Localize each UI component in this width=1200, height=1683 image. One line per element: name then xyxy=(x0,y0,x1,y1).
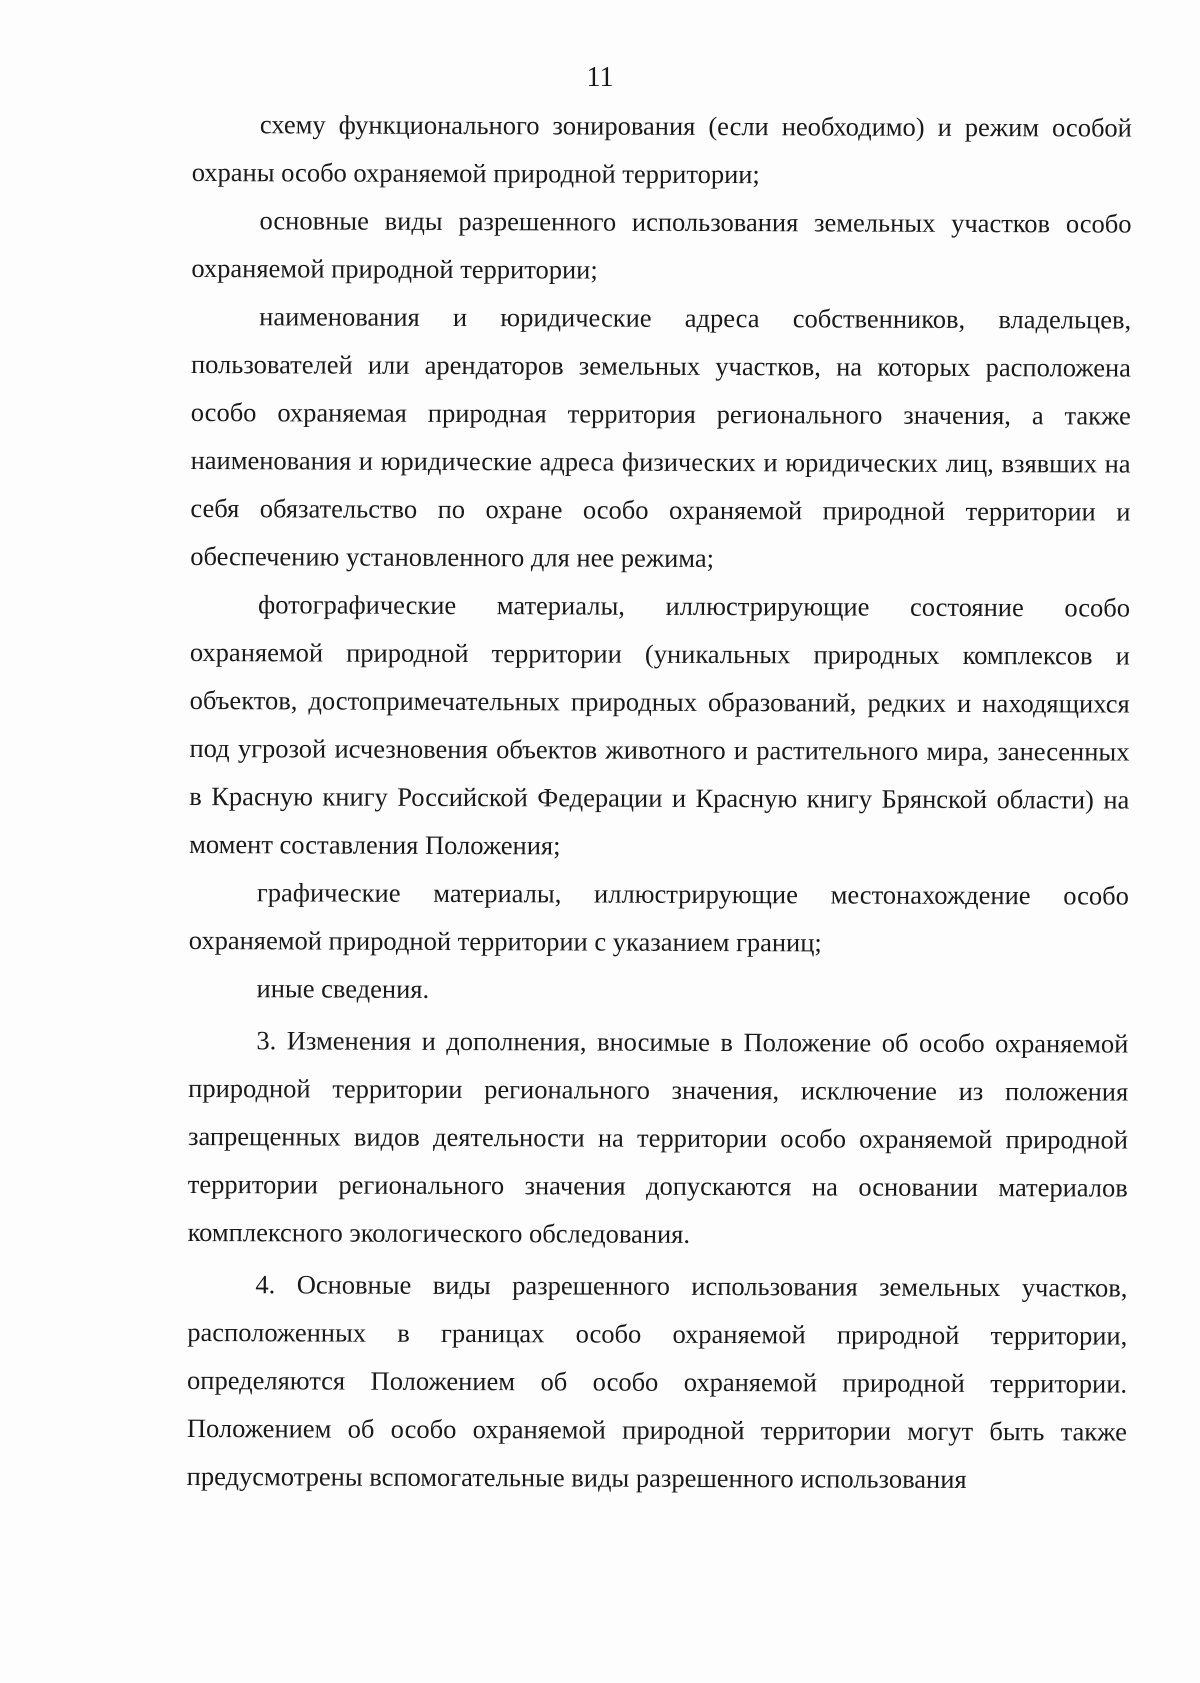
paragraph-item-3: 3. Изменения и дополнения, вносимые в Положение об особо охраняемой природной территории регионального значения, исключение из положения запрещенных видов деятельности на территории особо охраняемой природной территории регионального значения допускаются на основании материалов комплексного экологического обследования. xyxy=(187,1025,1129,1249)
paragraph-owners-addresses: наименования и юридические адреса собственников, владельцев, пользователей или арендаторов земельных участков, на которых расположена особо охраняемая природная территория регионального значения, а также наименования и юридические адреса физических и юридических лиц, взявших на себя обязательство по охране особо охраняемой природной территории и обеспечению установленного для нее режима; xyxy=(190,301,1132,574)
paragraph-zoning-scheme: схему функционального зонирования (если необходимо) и режим особой охраны особо охраняемой природной территории; xyxy=(191,109,1132,190)
paragraph-item-4: 4. Основные виды разрешенного использования земельных участков, расположенных в границах особо охраняемой природной территории, определяются Положением об особо охраняемой природной территории. Положением об особо охраняемой природной территории могут быть также предусмотрены вспомогательные виды разрешенного использования xyxy=(186,1269,1128,1494)
paragraph-photo-materials: фотографические материалы, иллюстрирующие состояние особо охраняемой природной территории (уникальных природных комплексов и объектов, достопримечательных природных образований, редких и находящихся под угрозой исчезновения объектов животного и растительного мира, занесенных в Красную книгу Российской Федерации и Красную книгу Брянской области) на момент составления Положения; xyxy=(189,589,1131,861)
paragraph-graphic-materials: графические материалы, иллюстрирующие местонахождение особо охраняемой природной территории с указанием границ; xyxy=(188,877,1130,958)
paragraph-land-use-types: основные виды разрешенного использования земельных участков особо охраняемой природной территории; xyxy=(191,205,1132,285)
page-number: 11 xyxy=(586,62,614,93)
document-body xyxy=(187,100,1132,1504)
paragraph-other-info: иные сведения. xyxy=(256,973,430,1004)
